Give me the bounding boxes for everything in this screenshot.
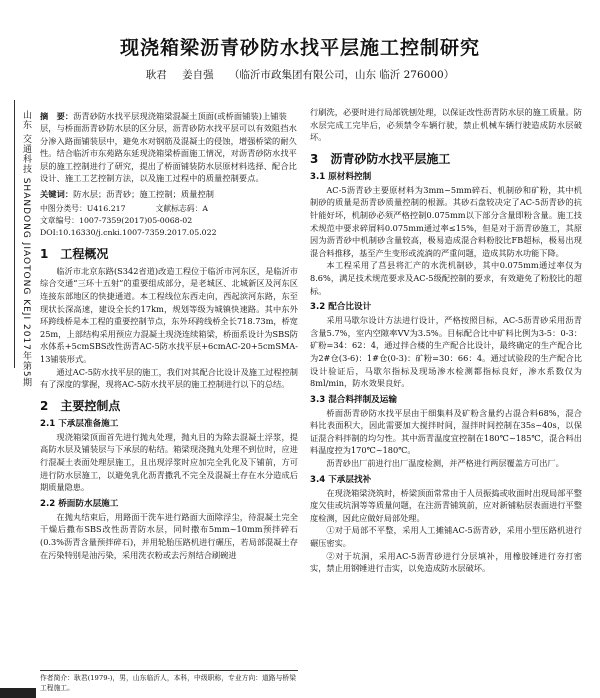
abstract-text: 沥青砂防水找平层现浇箱梁混凝土顶面(或桥面铺装)上铺装层，与桥面沥青砂防水层的区分层，沥青砂防水找平层可以有效阻挡水分渗入路面铺装层中，避免水对钢筋及混凝土的侵蚀，增强桥梁的耐久性。结合临沂市东苑路东延现浇箱梁桥面施工情况，对沥青砂防水找平层的施工控制进行了研究，提出了桥面铺装防水层原材料选择、配合比设计、施工工艺控制方法，以及施工过程中的质量控制要点。 xyxy=(40,111,297,184)
subsection-3-4-paragraph: 在现浇箱梁浇筑时，桥梁顶面常常由于人员振捣或收面时出现局部平整度欠佳或坑洞等等质量问题，在注沥青铺筑前，应对新铺粘层表面进行平整度检测，因此应做好局部处理。 xyxy=(310,487,582,523)
journal-sidebar: 山东 交通科技 SHANDONG JIAOTONG KEJI 2017年第5期 xyxy=(21,110,31,388)
subsection-3-3-paragraph: 沥青砂出厂前进行出厂温度检测，并严格进行两层覆盖方可出厂。 xyxy=(326,458,564,469)
keywords-text: 防水层；沥青砂；施工控制；质量控制 xyxy=(73,189,215,200)
subsection-3-4-heading: 3.4 下承层找补 xyxy=(310,474,372,485)
paper-title: 现浇箱梁沥青砂防水找平层施工控制研究 xyxy=(119,37,480,59)
section-3-heading: 3 沥青砂防水找平层施工 xyxy=(310,151,451,166)
section-2-heading: 2 主要控制点 xyxy=(40,398,121,413)
author-line xyxy=(0,67,600,82)
subsection-3-3-paragraph: 桥面沥青砂防水找平层由于细集料及矿粉含量约占混合料68%，混合料比表面积大，因此需要加大搅拌时间，湿拌时间控制在35s~40s，以保证混合料拌制的均匀性。其中沥青温度宜控制在180℃~185℃，混合料出料温度控为170℃~180℃。 xyxy=(310,407,582,456)
subsection-3-1-paragraph: 本工程采用了莒县将汇产的水洗机制砂，其中0.075mm通过率仅为8.6%，满足技术规范要求及AC-5级配控制的要求，有效避免了粉胶比的超标。 xyxy=(310,260,582,296)
abstract xyxy=(40,110,298,184)
subsection-2-2-heading: 2.2 桥面防水层施工 xyxy=(40,498,119,509)
sidebar-rule xyxy=(14,100,15,368)
page-number-tab xyxy=(0,688,36,698)
section-1-paragraph: 临沂市北京东路(S342省道)改造工程位于临沂市河东区，是临沂市综合交通“三环十五射”的重要组成部分，是老城区、北城新区及河东区连接东部地区的快捷通道。本工程线位东西走向，西起滨河东路，东至现状长深高速，建设全长约17km，规划等级为城镇快速路。其中东外环跨线桥是本工程的重要控制节点，东外环跨线桥全长718.73m，桥宽25m，上部结构采用预应力混凝土现浇连续箱梁，桥面系设计为SBS防水体系+5cmSBS改性沥青AC-5防水找平层+6cmAC-20+5cmSMA-13铺装形式。 xyxy=(40,265,298,364)
affiliation: （临沂市政集团有限公司，山东 临沂 276000） xyxy=(228,69,455,81)
subsection-2-2-paragraph: 在抛丸结束后，用路面干洗车进行路面大面除浮尘，待混凝土完全干燥后撒布SBS改性沥青防水层，同时撒布5mm~10mm预拌碎石(0.3%沥青含量预拌碎石)，并用轮胎压路机进行碾压，若局部混凝土存在污染特别是油污染，采用洗衣粉或去污剂结合刷碗进 xyxy=(40,511,298,560)
subsection-3-1-heading: 3.1 原材料控制 xyxy=(310,171,372,182)
author-2: 姜自强 xyxy=(182,69,214,81)
abstract-label: 摘 要： xyxy=(40,111,74,121)
continued-paragraph: 行刷洗，必要时进行局部铣刨处理，以保证改性沥青防水层的施工质量。防水层完成工完毕后，必须禁令车辆行驶，禁止机械车辆行驶造成防水层破坏。 xyxy=(310,107,582,143)
subsection-2-1-paragraph: 现浇箱梁顶面首先进行抛丸处理，抛丸目的为除去混凝土浮浆，提高防水层及铺装层与下承层的粘结。箱梁现浇抛丸处理不到位时，应进行混凝土表面处理层施工，且出现浮浆时应加完全乳化及下铺前，方可进行防水层施工，以避免乳化沥青撒乳不完全及混凝土存在水分造成后期质量隐患。 xyxy=(40,431,298,493)
clc-number: 中图分类号：U416.217 xyxy=(40,203,126,213)
article-meta xyxy=(40,203,298,239)
section-1-paragraph: 通过AC-5防水找平层的施工，我们对其配合比设计及施工过程控制有了深度的掌握，现将AC-5防水找平层的施工控制进行以下的总结。 xyxy=(40,366,298,390)
left-column xyxy=(40,110,298,561)
author-footnote: 作者简介：耿君(1979-)，男，山东临沂人，本科，中级职称，专业方向：道路与桥梁工程施工。 xyxy=(40,670,298,693)
keywords xyxy=(40,188,298,200)
author-1: 耿君 xyxy=(145,69,167,81)
right-column xyxy=(310,106,582,575)
section-1-heading: 1 工程概况 xyxy=(40,246,109,261)
doi: DOI:10.16330/j.cnki.1007-7359.2017.05.022 xyxy=(40,227,217,237)
subsection-3-3-heading: 3.3 混合料拌制及运输 xyxy=(310,394,397,405)
keywords-label: 关键词： xyxy=(40,189,74,200)
subsection-3-4-paragraph: ①对于局部不平整，采用人工摊铺AC-5沥青砂，采用小型压路机进行碾压密实。 xyxy=(310,525,582,549)
doc-code: 文献标志码：A xyxy=(155,203,209,213)
subsection-3-2-paragraph: 采用马歇尔设计方法进行设计，严格按照目标，AC-5沥青砂采用沥青含量5.7%，室内空隙率VV为3.5%。目标配合比中矿料比例为3-5：0-3：矿粉=34：62：4，通过拌合楼的生产配合比设计，最终确定的生产配合比为2#仓(3-6)：1#仓(0-3)：矿粉=30：66：4。通过试验段的生产配合比设计验证后，马歇尔指标及现场渗水检测都指标良好，渗水系数仅为8ml/min，防水效果良好。 xyxy=(310,315,582,389)
article-number: 文章编号：1007-7359(2017)05-0068-02 xyxy=(40,215,193,225)
subsection-3-2-heading: 3.2 配合比设计 xyxy=(310,302,372,313)
subsection-3-1-paragraph: AC-5沥青砂主要原材料为3mm~5mm碎石、机制砂和矿粉，其中机制砂的质量是沥青砂质量控制的根源。其砂石盘较决定了AC-5沥青砂的抗针能好坏，机制砂必须严格控制0.075mm以下部分含量即粉含量。施工技术规范中要求碎屑料0.075mm通过率≤15%，但是对于沥青砂施工，其原因为沥青砂中机制砂含量较高，极易造成混合料粉胶比FB超标，极易出现混合料推移，基至产生变形或流淌的严重问题，造成其防水功能下降。 xyxy=(310,184,582,258)
subsection-3-4-paragraph: ②对于坑洞，采用AC-5沥青砂进行分层填补，用橡胶锤进行夯打密实，禁止用钢锤进行击实，以免造成防水层破坏。 xyxy=(310,550,582,574)
subsection-2-1-heading: 2.1 下承层准备施工 xyxy=(40,418,119,429)
